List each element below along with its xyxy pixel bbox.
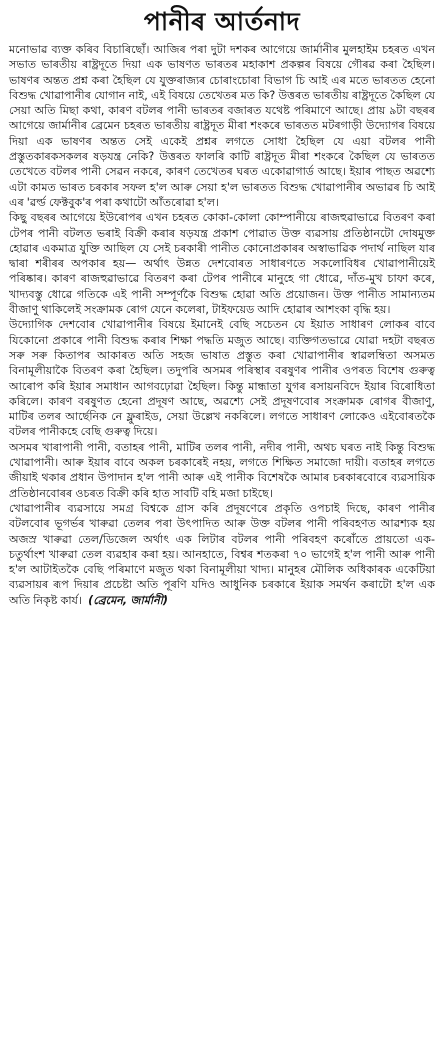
paragraph-3: উদ্যোগিক দেশবোৰ খোৱাপানীৰ বিষয়ে ইমানেই বেছি সচেতন যে ইয়াত সাধাৰণ লোকৰ বাবে যিকোনো প্ৰকাৰে পানী বিশুদ্ধ কৰাৰ শিক্ষা পদ্ধতি মজুত আছে। ব্যক্তিগতভাৱে যোৱা দহটা বছৰত সৰু সৰু কিতাপৰ আকাৰত অতি সহজ ভাষাত প্ৰস্তুত কৰা খোৱাপানীৰ স্বাৱলম্বিতা অসমত বিনামূলীয়াকৈ বিতৰণ কৰা হৈছিল। তদুপৰি অসমৰ পৰিস্থাৰ বৰষুণৰ পানীৰ ওপৰত বিশেষ গুৰুত্ব আৰোপ কৰি ইয়াৰ সমাধান আগবঢ়োৱা হৈছিল। কিন্তু মান্ধাতা যুগৰ ৰসায়নবিদে ইয়াৰ বিৰোধিতা কৰিলে। কাৰণ বৰষুণত হেনো প্ৰদূষণ আছে, অৱশ্যে সেই প্ৰদূষণবোৰ সংক্ৰামক ৰোগৰ বীজাণু, মাটিৰ তলৰ আৰ্ছেনিক নে ফ্লুৰাইড, সেয়া উল্লেখ নকৰিলে। লগতে সাধাৰণ লোকেও এইবোৰতকৈ বটলৰ পানীকহে বেছি গুৰুত্ব দিয়ে। (9, 318, 435, 439)
paragraph-5 (9, 501, 435, 608)
article-title: পানীৰ আৰ্তনাদ (143, 7, 301, 36)
paragraph-5-text: খোৱাপানীৰ ব্যৱসায়ে সমগ্ৰ বিশ্বকে গ্ৰাস কৰি প্ৰদূষণেৰে প্ৰকৃতি ওপচাই দিছে, কাৰণ পানীৰ বটলবোৰ ভূগৰ্ভৰ খাৰুৱা তেলৰ পৰা উৎপাদিত আৰু উক্ত বটলৰ পানী পৰিবহণত আৱশ্যক হয় অজস্ৰ খাৰুৱা তেল/ডিজেল অৰ্থাৎ এক লিটাৰ বটলৰ পানী পৰিবহণ কৰোঁতে প্ৰায়তো এক-চতুৰ্থাংশ খাৰুৱা তেল ব্যৱহাৰ কৰা হয়। আনহাতে, বিশ্বৰ শতকৰা ৭০ ভাগেই হ'ল পানী আৰু পানী হ'ল আটাইতকৈ বেছি পৰিমাণে মজুত থকা বিনামূলীয়া খাদ্য। মানুহৰ মৌলিক অধিকাৰক একেটিয়া ব্যৱসায়ৰ ৰূপ দিয়াৰ প্ৰচেষ্টা অতি পূৰণি যদিও আধুনিক চৰকাৰে ইয়াক সমৰ্থন কৰাটো হ'ল এক অতি নিকৃষ্ট কাৰ্য। (9, 501, 435, 607)
paragraph-4: অসমৰ খাৰাপানী পানী, বতাহৰ পানী, মাটিৰ তলৰ পানী, নদীৰ পানী, অথচ ঘৰত নাই কিন্তু বিশুদ্ধ খোৱাপানী। আৰু ইয়াৰ বাবে অকল চৰকাৰেই নহয়, লগতে শিক্ষিত সমাজো দায়ী। বতাহৰ লগতে জীয়াই থকাৰ প্ৰধান উপাদান হ'ল পানী আৰু এই পানীক বিশেষকৈ আমাৰ চৰকাৰবোৰে ব্যৱসায়িক প্ৰতিষ্ঠানবোৰৰ ওচৰত বিক্ৰী কৰি হাত সাবটি বহি মজা চাইছে। (9, 440, 435, 500)
article-body (9, 42, 435, 608)
author-location-signature: (ব্ৰেমেন, জাৰ্মানী) (88, 593, 168, 607)
paragraph-2: কিছু বছৰৰ আগেয়ে ইউৰোপৰ এখন চহৰত কোকা-কোলা কোম্পানীয়ে ৰাজহুৱাভাৱে বিতৰণ কৰা টেপৰ পানী বটলত ভৰাই বিক্ৰী কৰাৰ ষড়যন্ত্ৰ প্ৰকাশ পোৱাত উক্ত ব্যৱসায় প্ৰতিষ্ঠানটো দোষমুক্ত হোৱাৰ একমাত্ৰ যুক্তি আছিল যে সেই চৰকাৰী পানীত কোনোপ্ৰকাৰৰ অস্বাভাৱিক পদাৰ্থ নাছিল যাৰ দ্বাৰা শৰীৰৰ অপকাৰ হয়— অৰ্থাৎ উন্নত দেশবোৰত সাধাৰণতে সকলোবিধৰ খোৱাপানীয়েই পৰিষ্কাৰ। কাৰণ ৰাজহুৱাভাৱে বিতৰণ কৰা টেপৰ পানীৰে মানুহে গা ধোৱে, দাঁত-মুখ চাফা কৰে, খাদ্যবস্তু ধোৱে গতিকে এই পানী সম্পূৰ্ণকৈ বিশুদ্ধ হোৱা অতি প্ৰয়োজন। উক্ত পানীত সামান্যতম বীজাণু থাকিলেই সংক্ৰামক ৰোগ যেনে কলেৰা, টাইফয়েড আদি হোৱাৰ আশংকা বৃদ্ধি হয়। (9, 211, 435, 317)
paragraph-1: মনোভাৱ ব্যক্ত কৰিব বিচাৰিছোঁ। আজিৰ পৰা দুটা দশকৰ আগেয়ে জাৰ্মানীৰ মুলহাইম চহৰত এখন সভাত ভাৰতীয় ৰাষ্ট্ৰদূতে দিয়া এক ভাষণত ভাৰতৰ মহাকাশ প্ৰকল্পৰ বিষয়ে গৌৰৱ কৰা হৈছিল। ভাষণৰ অন্তত প্ৰশ্ন কৰা হৈছিল যে যুক্তৰাজ্যৰ চোৰাংচোৰা বিভাগ চি আই এৰ মতে ভাৰতত হেনো বিশুদ্ধ খোৱাপানীৰ যোগান নাই, এই বিষয়ে তেখেতৰ মত কি? উত্তৰত ভাৰতীয় ৰাষ্ট্ৰদূতে কৈছিল যে সেয়া অতি মিছা কথা, কাৰণ বটলৰ পানী ভাৰতৰ বজাৰত যথেষ্ট পৰিমাণে আছে। প্ৰায় ৯টা বছৰৰ আগেয়ে জাৰ্মানীৰ ব্ৰেমেন চহৰত ভাৰতীয় ৰাষ্ট্ৰদূত মীৰা শংকৰে ভাৰতত মটৰগাড়ী উদ্যোগৰ বিষয়ে দিয়া এক ভাষণৰ অন্তত সেই একেই প্ৰশ্নৰ লগতে সোধা হৈছিল যে এয়া বটলৰ পানী প্ৰস্তুতকাৰকসকলৰ ষড়যন্ত্ৰ নেকি? উত্তৰত ফালৰি কাটি ৰাষ্ট্ৰদূত মীৰা শংকৰে কৈছিল যে ভাৰতত তেখেতে বটলৰ পানী সেৱন নকৰে, কাৰণ তেখেতৰ ঘৰত একোৱাগাৰ্ড আছে। ইয়াৰ পাছত অৱশ্যে এটা কামত ভাৰত চৰকাৰ সফল হ'ল আৰু সেয়া হ'ল ভাৰতত বিশুদ্ধ খোৱাপানীৰ অভাৱৰ চি আই এৰ 'ৱৰ্ল্ড ফেক্টবুক'ৰ পৰা কথাটো আঁতৰোৱা হ'ল। (9, 43, 435, 209)
